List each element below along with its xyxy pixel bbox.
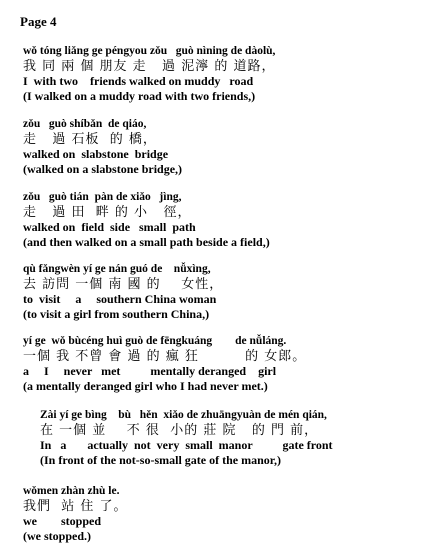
gloss-line: I with two friends walked on muddy road [23, 74, 254, 88]
gloss-line: In a actually not very small manor gate front [40, 438, 333, 452]
translation-line: (a mentally deranged girl who I had never met.) [23, 379, 268, 393]
stanza-4 [23, 262, 418, 322]
gloss-line: to visit a southern China woman [23, 292, 217, 306]
chinese-line: 走 過 田 畔 的 小 徑， [23, 205, 192, 220]
pinyin-line: zǒu guò tián pàn de xiǎo jìng, [23, 191, 182, 203]
stanza-3 [23, 190, 418, 250]
translation-line: (I walked on a muddy road with two friends,) [23, 89, 256, 103]
pinyin-line: Zài yí ge bìng bù hěn xiǎo de zhuāngyuàn de mén qián, [40, 409, 327, 421]
translation-line: (In front of the not-so-small gate of the manor,) [40, 453, 281, 467]
stanza-5 [23, 334, 418, 394]
chinese-line: 去 訪問 一個 南 國 的 女性， [23, 277, 224, 292]
chinese-line: 我們 站 住 了。 [23, 499, 128, 514]
pinyin-line: zǒu guò shíbǎn de qiáo, [23, 118, 147, 130]
stanza-6 [40, 408, 425, 468]
translation-line: (walked on a slabstone bridge,) [23, 162, 183, 176]
chinese-line: 我 同 兩 個 朋友 走 過 泥濘 的 道路， [23, 59, 276, 74]
stanza-1 [23, 44, 418, 104]
pinyin-line: wǒmen zhàn zhù le. [23, 485, 120, 497]
gloss-line: walked on field side small path [23, 220, 196, 234]
translation-line: (we stopped.) [23, 529, 91, 543]
translation-line: (and then walked on a small path beside a field,) [23, 235, 270, 249]
chinese-line: 在 一個 並 不 很 小的 莊 院 的 門 前， [40, 423, 319, 438]
pinyin-line: yí ge wǒ bùcéng huì guò de fēngkuáng de nǚláng. [23, 335, 287, 347]
gloss-line: walked on slabstone bridge [23, 147, 169, 161]
page-label: Page 4 [20, 14, 57, 29]
translation-line: (to visit a girl from southern China,) [23, 307, 210, 321]
stanza-2 [23, 117, 418, 177]
gloss-line: we stopped [23, 514, 102, 528]
chinese-line: 一個 我 不曾 會 過 的 瘋 狂 的 女郎。 [23, 349, 307, 364]
gloss-line: a I never met mentally deranged girl [23, 364, 277, 378]
stanza-7 [23, 484, 418, 544]
chinese-line: 走 過 石板 的 橋， [23, 132, 157, 147]
pinyin-line: qù fǎngwèn yí ge nán guó de nǚxìng, [23, 263, 211, 275]
pinyin-line: wǒ tóng liǎng ge péngyou zǒu guò nìning de dàolù, [23, 45, 276, 57]
